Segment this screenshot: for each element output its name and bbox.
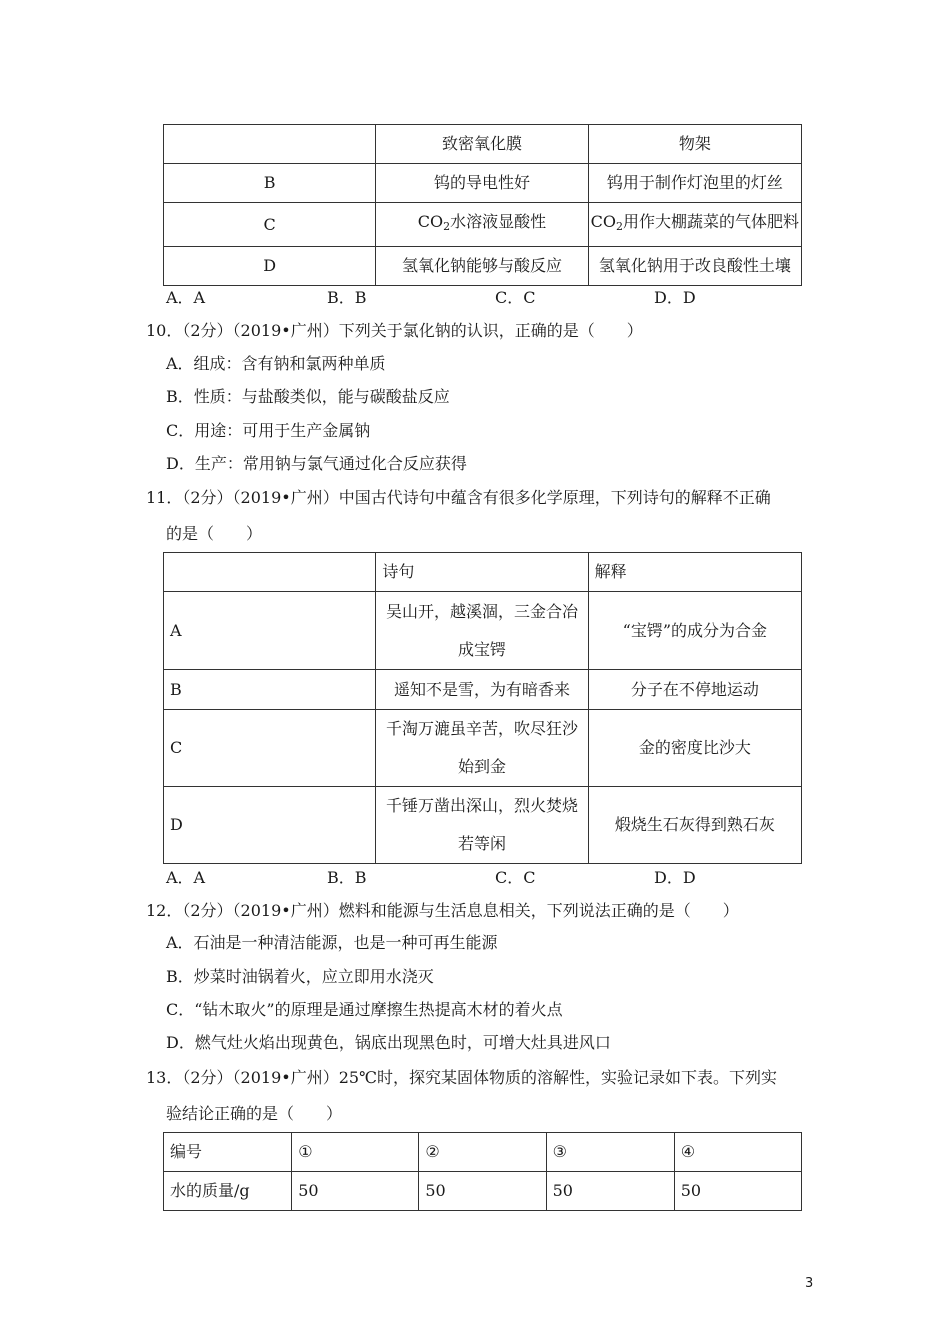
table-row [164,125,802,164]
table-cell [588,203,801,247]
cell-line: 千锤万凿出深山，烈火焚烧 [385,796,578,815]
question-11-stem: 11．（2分）（2019•广州）中国古代诗句中蕴含有很多化学原理，下列诗句的解释不正确 [146,488,771,507]
table-cell: 致密氧化膜 [376,125,588,164]
table-cell: A [164,592,376,670]
question-12-option-d: D．燃气灶火焰出现黄色，锅底出现黑色时，可增大灶具进风口 [166,1033,611,1052]
table-row [164,1172,802,1211]
cell-line: 若等闲 [457,834,506,853]
table-cell [376,592,588,670]
table-cell: 遥知不是雪，为有暗香来 [376,670,588,710]
question-10-option-d: D．生产：常用钠与氯气通过化合反应获得 [166,454,467,473]
table-cell: ④ [674,1133,801,1172]
table-cell: C [164,710,376,787]
choice-c: C．C [495,868,536,887]
table-cell: C [164,203,376,247]
cell-text: 水溶液显酸性 [450,212,547,231]
choice-a: A．A [166,288,206,307]
cell-line: 始到金 [457,757,506,776]
choice-b: B．B [327,288,367,307]
question-13-stem: 13．（2分）（2019•广州）25℃时，探究某固体物质的溶解性，实验记录如下表。下列实 [146,1068,777,1087]
table-cell: 金的密度比沙大 [588,710,801,787]
q11-table [163,552,802,864]
table-cell: 分子在不停地运动 [588,670,801,710]
subscript: 2 [443,220,451,233]
q9-table [163,124,802,286]
table-cell: 钨的导电性好 [376,164,588,203]
choice-a: A．A [166,868,206,887]
table-row [164,203,802,247]
question-10-option-a: A．组成：含有钠和氯两种单质 [166,354,386,373]
formula-text: CO [590,212,617,231]
page-number: 3 [805,1276,814,1291]
table-row [164,553,802,592]
table-cell [164,553,376,592]
cell-line: 吴山开，越溪涸，三金合冶 [385,601,578,621]
table-cell: 煅烧生石灰得到熟石灰 [588,787,801,864]
q13-table [163,1132,802,1211]
table-row [164,247,802,286]
subscript: 2 [616,220,624,233]
question-12-option-b: B．炒菜时油锅着火，应立即用水浇灭 [166,967,434,986]
table-cell [376,203,588,247]
table-cell: 氢氧化钠能够与酸反应 [376,247,588,286]
table-row [164,1133,802,1172]
question-10-option-b: B．性质：与盐酸类似，能与碳酸盐反应 [166,387,450,406]
table-cell [376,710,588,787]
table-cell: D [164,247,376,286]
table-cell: 50 [546,1172,674,1211]
table-cell: 50 [674,1172,801,1211]
table-cell: ③ [546,1133,674,1172]
cell-line: 成宝锷 [457,639,506,659]
table-cell: D [164,787,376,864]
table-cell: 编号 [164,1133,292,1172]
question-12-option-c: C．“钻木取火”的原理是通过摩擦生热提高木材的着火点 [166,1000,563,1019]
choice-d: D．D [654,288,696,307]
table-row [164,670,802,710]
table-cell [376,787,588,864]
table-row [164,710,802,787]
table-cell [164,125,376,164]
formula-text: CO [417,212,444,231]
question-12-stem: 12．（2分）（2019•广州）燃料和能源与生活息息相关，下列说法正确的是（ ） [146,901,739,920]
table-row [164,787,802,864]
table-cell: ② [419,1133,546,1172]
question-10-option-c: C．用途：可用于生产金属钠 [166,421,371,440]
table-cell: 氢氧化钠用于改良酸性土壤 [588,247,801,286]
table-cell: 钨用于制作灯泡里的灯丝 [588,164,801,203]
question-12-option-a: A．石油是一种清洁能源，也是一种可再生能源 [166,933,498,952]
cell-text: 用作大棚蔬菜的气体肥料 [623,212,800,231]
choice-d: D．D [654,868,696,887]
choice-c: C．C [495,288,536,307]
table-cell: B [164,670,376,710]
table-cell: B [164,164,376,203]
table-cell: 诗句 [376,553,588,592]
question-13-stem-cont: 验结论正确的是（ ） [166,1104,343,1123]
table-cell: 50 [292,1172,419,1211]
table-cell: 50 [419,1172,546,1211]
table-cell: 水的质量/g [164,1172,292,1211]
table-cell: “宝锷”的成分为合金 [588,592,801,670]
table-cell: ① [292,1133,419,1172]
table-cell: 物架 [588,125,801,164]
choice-b: B．B [327,868,367,887]
table-row [164,592,802,670]
table-cell: 解释 [588,553,801,592]
question-11-stem-cont: 的是（ ） [166,524,263,543]
table-row [164,164,802,203]
cell-line: 千淘万漉虽辛苦，吹尽狂沙 [385,719,578,738]
question-10-stem: 10．（2分）（2019•广州）下列关于氯化钠的认识，正确的是（ ） [146,321,643,340]
